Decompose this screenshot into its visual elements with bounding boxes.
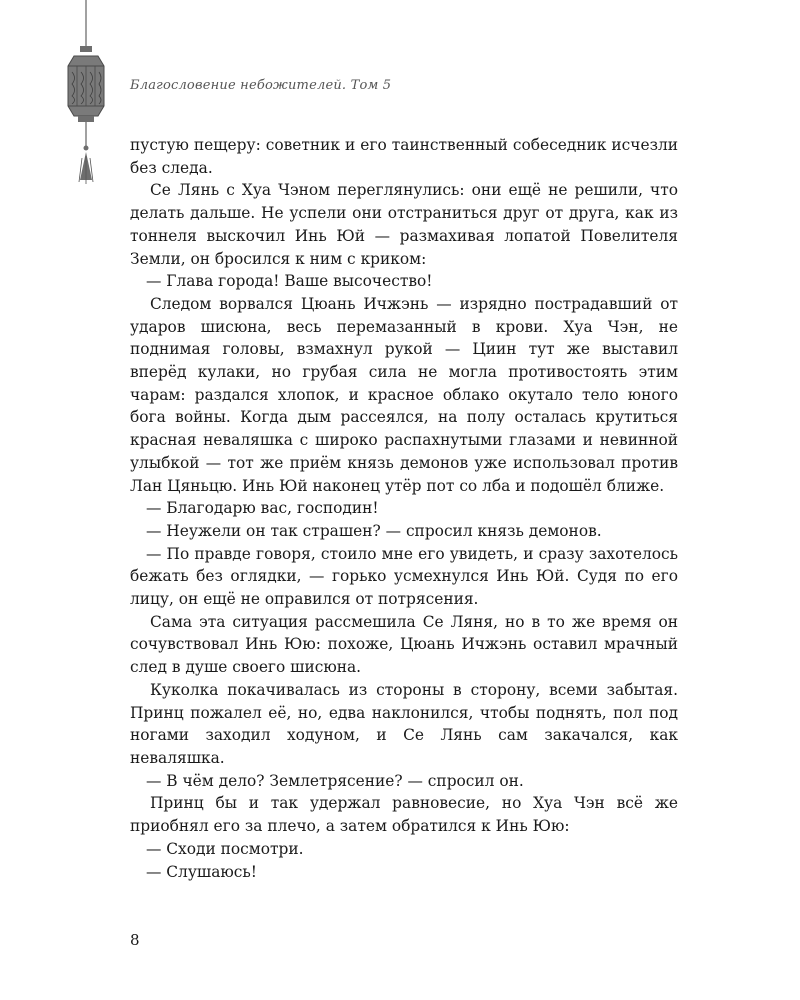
paragraph: Куколка покачивалась из стороны в сторону, всеми забытая. Принц пожалел её, но, едва наклонился, чтобы поднять, пол под ногами заходил ходуном, и Се Лянь сам закачался, как неваляшка. [130, 680, 678, 767]
dialogue-line: — Неужели он так страшен? — спросил князь демонов. [146, 521, 602, 540]
paragraph: Се Лянь с Хуа Чэном переглянулись: они ещё не решили, что делать дальше. Не успели они отстраниться друг от друга, как из тоннеля выскочил Инь Юй — размахивая лопатой Повелителя Земли, он бросился к ним с криком: [130, 181, 678, 268]
paragraph: Сама эта ситуация рассмешила Се Ляня, но в то же время он сочувствовал Инь Юю: похоже, Цюань Ичжэнь оставил мрачный след в душе своего шисюна. [130, 612, 678, 677]
dialogue-line: — Глава города! Ваше высочество! [146, 272, 433, 291]
body-text [130, 134, 678, 883]
dialogue-line: — Слушаюсь! [146, 862, 257, 881]
page-number: 8 [130, 931, 140, 949]
paragraph: Следом ворвался Цюань Ичжэнь — изрядно пострадавший от ударов шисюна, весь перемазанный в крови. Хуа Чэн, не поднимая головы, взмахнул рукой — Циин тут же выставил вперёд кулаки, но грубая сила не могла противостоять этим чарам: раздался хлопок, и красное облако окутало тело юного бога войны. Когда дым рассеялся, на полу осталась крутиться красная неваляшка с широко распахнутыми глазами и невинной улыбкой — тот же приём князь демонов уже использовал против Лан Цяньцю. Инь Юй наконец утёр пот со лба и подошёл ближе. [130, 294, 678, 495]
running-header: Благословение небожителей. Том 5 [130, 78, 392, 93]
paragraph: пустую пещеру: советник и его таинственный собеседник исчезли без следа. [130, 136, 678, 177]
dialogue-line: — В чём дело? Землетрясение? — спросил он. [146, 771, 524, 790]
lantern-icon [60, 0, 112, 190]
dialogue-line: — Благодарю вас, господин! [146, 499, 379, 518]
dialogue-line: — По правде говоря, стоило мне его увидеть, и сразу захотелось бежать без оглядки, — горько усмехнулся Инь Юй. Судя по его лицу, он ещё не оправился от потрясения. [130, 544, 678, 609]
paragraph: Принц бы и так удержал равновесие, но Хуа Чэн всё же приобнял его за плечо, а затем обратился к Инь Юю: [130, 794, 678, 836]
dialogue-line: — Сходи посмотри. [146, 839, 304, 858]
